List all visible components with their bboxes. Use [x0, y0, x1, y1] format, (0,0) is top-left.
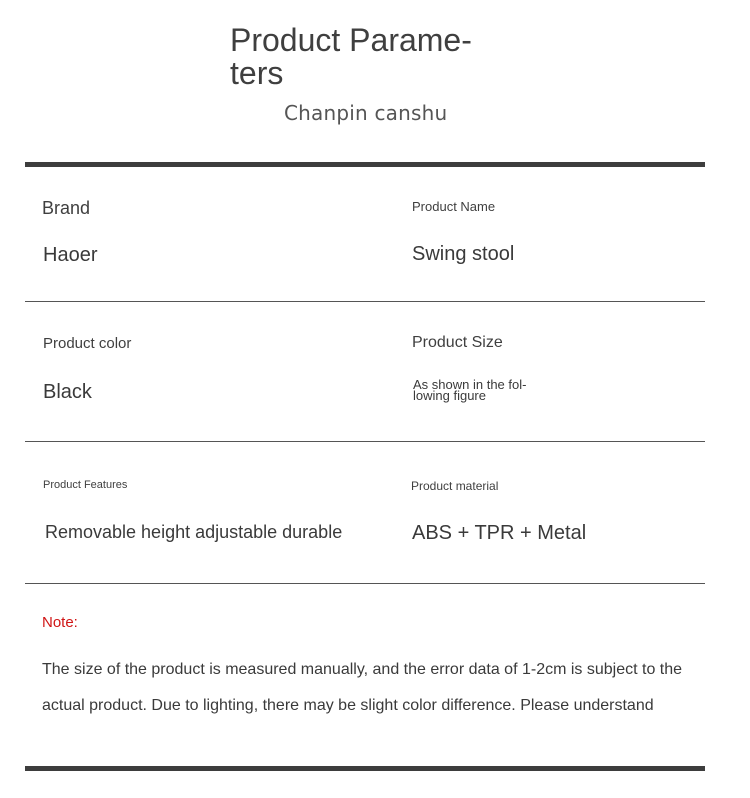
- bottom-divider: [25, 766, 705, 771]
- product-name-value: Swing stool: [412, 243, 515, 265]
- row-divider: [25, 441, 705, 442]
- page-subtitle: Chanpin canshu: [284, 101, 448, 125]
- product-color-value: Black: [43, 381, 92, 403]
- note-text-line-1: The size of the product is measured manually, and the error data of 1-2cm is subject to the: [42, 661, 683, 678]
- product-color-label: Product color: [43, 335, 132, 352]
- product-size-label: Product Size: [412, 334, 503, 351]
- row-divider: [25, 301, 705, 302]
- product-name-label: Product Name: [412, 199, 496, 214]
- product-features-value: Removable height adjustable durable: [45, 522, 343, 542]
- product-material-label: Product material: [411, 479, 499, 493]
- product-material-value: ABS + TPR + Metal: [412, 522, 587, 544]
- product-features-label: Product Features: [43, 479, 128, 491]
- top-divider: [25, 162, 705, 167]
- note-label: Note:: [42, 614, 78, 631]
- product-size-value: As shown in the fol- lowing figure: [413, 377, 527, 403]
- page-title: Product Parame- ters: [230, 22, 472, 91]
- row-divider: [25, 583, 705, 584]
- brand-label: Brand: [42, 198, 91, 218]
- brand-value: Haoer: [43, 244, 98, 266]
- note-text-line-2: actual product. Due to lighting, there may be slight color difference. Please understand: [42, 697, 654, 714]
